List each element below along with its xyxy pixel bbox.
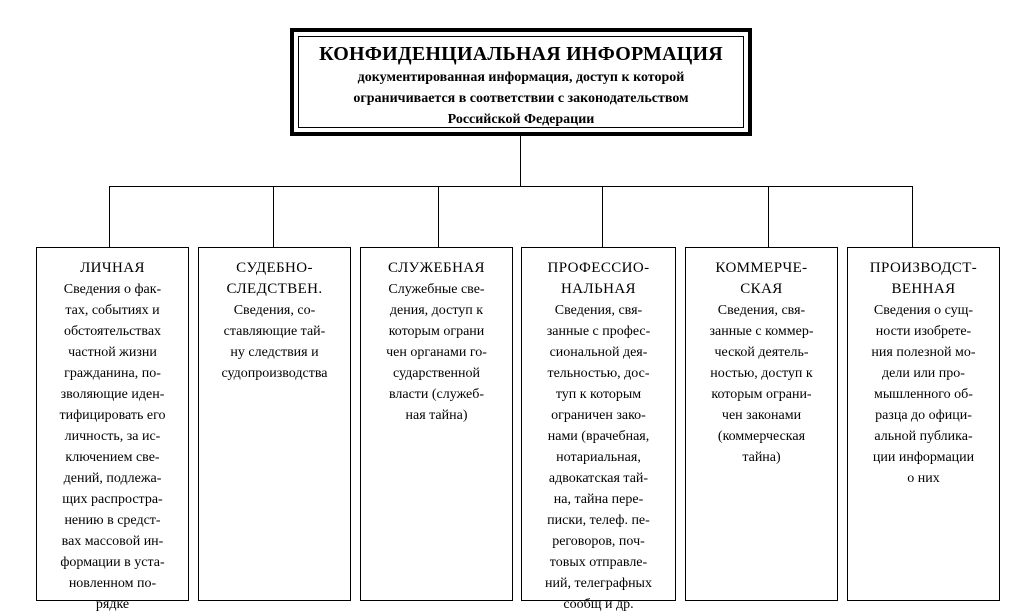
horizontal-connector (109, 186, 913, 187)
category-judicial (198, 247, 351, 601)
category-personal (36, 247, 189, 612)
trunk-connector (520, 136, 521, 187)
category-description: Сведения, со- ставляющие тай- ну следствия и судопроизводства (221, 303, 328, 381)
branch-connector-6 (912, 186, 913, 247)
root-subtitle-line-2: ограничивается в соответствии с законодательством (353, 91, 689, 106)
category-title: СУДЕБНО- СЛЕДСТВЕН. (226, 260, 323, 297)
root-title: КОНФИДЕНЦИАЛЬНАЯ ИНФОРМАЦИЯ (319, 43, 723, 65)
root-subtitle-line-3: Российской Федерации (447, 112, 595, 127)
branch-connector-5 (768, 186, 769, 247)
category-title: КОММЕРЧЕ- СКАЯ (715, 260, 808, 297)
branch-connector-3 (438, 186, 439, 247)
category-commercial (685, 247, 838, 601)
category-title: ПРОИЗВОДСТ- ВЕННАЯ (869, 260, 978, 297)
category-description: Сведения о сущ- ности изобрете- ния полезной мо- дели или про- мышленного об- разца до офици- альной публика- ции информации о них (871, 303, 976, 486)
root-node (290, 28, 752, 136)
branch-connector-2 (273, 186, 274, 247)
branch-connector-4 (602, 186, 603, 247)
category-description: Сведения, свя- занные с коммер- ческой деятель- ностью, доступ к которым ограни- чен законами (коммерческая тайна) (709, 303, 814, 465)
category-title: ЛИЧНАЯ (80, 260, 145, 276)
category-description: Сведения о фак- тах, событиях и обстоятельствах частной жизни гражданина, по- зволяющие иден- тифицировать его личность, за ис- ключением све- дений, подлежа- щих распростра- нению в средст- вах массовой ин- формации в уста- новленном по- рядке (59, 282, 166, 612)
category-title: СЛУЖЕБНАЯ (388, 260, 485, 276)
root-node-inner (298, 36, 744, 128)
category-description: Служебные све- дения, доступ к которым ограни чен органами го- сударственной власти (служеб- ная тайна) (386, 282, 487, 423)
category-official (360, 247, 513, 601)
category-title: ПРОФЕССИО- НАЛЬНАЯ (547, 260, 650, 297)
category-industrial (847, 247, 1000, 601)
root-subtitle-line-1: документированная информация, доступ к которой (357, 70, 685, 85)
category-description: Сведения, свя- занные с профес- сиональной дея- тельностью, дос- туп к которым ограничен зако- нами (врачебная, нотариальная, адвокатская тай- на, тайна пере- писки, телеф. пе- реговоров, поч- товых отправле- ний, телеграфных сообщ и др. (545, 303, 652, 612)
branch-connector-1 (109, 186, 110, 247)
category-professional (521, 247, 676, 612)
